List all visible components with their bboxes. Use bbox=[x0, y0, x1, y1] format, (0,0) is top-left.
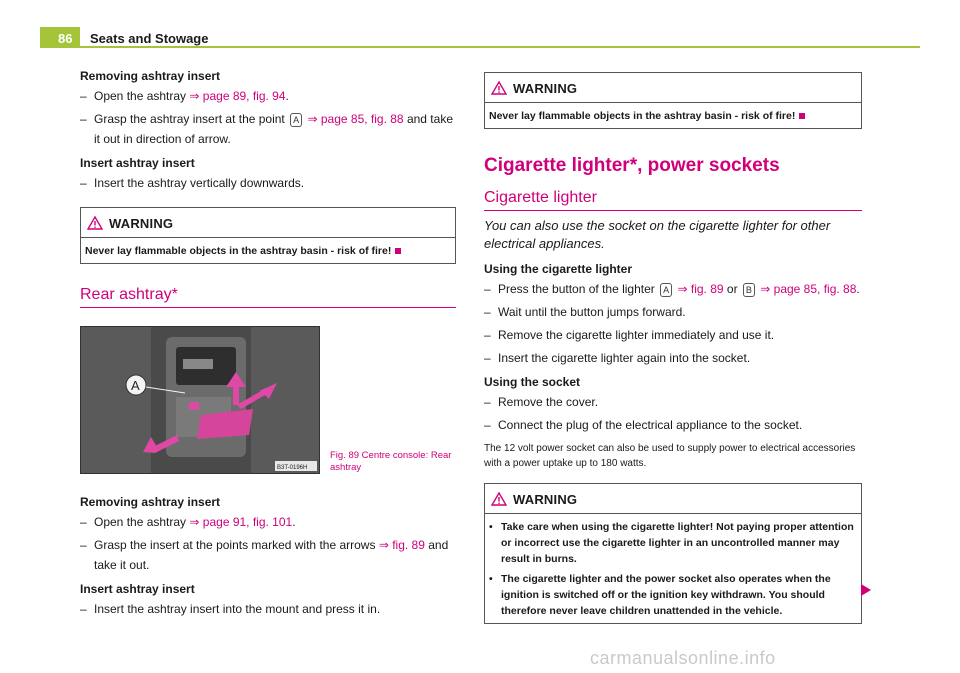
step: – Insert the cigarette lighter again into the socket. bbox=[484, 351, 751, 365]
point-marker: B bbox=[743, 283, 755, 297]
warning-title: WARNING bbox=[109, 216, 174, 231]
warning-icon bbox=[87, 216, 103, 230]
rear-ashtray-photo bbox=[80, 326, 320, 474]
warning-box bbox=[484, 483, 862, 624]
section-heading-rear-ashtray: Rear ashtray* bbox=[80, 286, 456, 308]
left-column bbox=[80, 66, 456, 622]
page-number: 86 bbox=[40, 27, 80, 48]
point-marker: A bbox=[290, 113, 302, 127]
remove-heading: Removing ashtray insert bbox=[80, 69, 221, 83]
step: – Press the button of the lighter A ⇒ fig. 89 or B ⇒ page 85, fig. 88. bbox=[484, 282, 860, 296]
step: – Remove the cigarette lighter immediately and use it. bbox=[484, 328, 775, 342]
warning-text: Never lay flammable objects in the ashtray basin - risk of fire! bbox=[85, 245, 392, 257]
page-link[interactable]: ⇒ fig. 89 bbox=[378, 538, 425, 552]
warning-icon bbox=[491, 492, 507, 506]
step: – Insert the ashtray vertically downwards. bbox=[80, 176, 305, 190]
step: – Grasp the ashtray insert at the point A ⇒ page 85, fig. 88 and take it out in direction of arrow. bbox=[80, 112, 453, 146]
note-text: The 12 volt power socket can also be used to supply power to electrical accessories with a power uptake up to 180 watts. bbox=[484, 443, 856, 469]
watermark: carmanualsonline.info bbox=[590, 648, 776, 668]
page-link[interactable]: ⇒ page 89, fig. 94 bbox=[189, 89, 286, 103]
warning-title: WARNING bbox=[513, 492, 578, 507]
end-marker bbox=[799, 113, 805, 119]
warning-box bbox=[80, 207, 456, 264]
right-column bbox=[484, 72, 862, 624]
figure-label: A bbox=[131, 378, 140, 393]
warning-bullet: • The cigarette lighter and the power socket also operates when the ignition is switched off or the ignition key withdrawn. You should therefore never leave children unattended in the vehicle. bbox=[489, 573, 831, 617]
figure bbox=[80, 326, 456, 474]
step: – Connect the plug of the electrical appliance to the socket. bbox=[484, 418, 803, 432]
insert-heading: Insert ashtray insert bbox=[80, 156, 195, 170]
section-heading-cigarette-lighter: Cigarette lighter bbox=[484, 189, 862, 211]
point-marker: A bbox=[660, 283, 672, 297]
step: – Open the ashtray ⇒ page 89, fig. 94. bbox=[80, 89, 289, 103]
warning-bullet: • Take care when using the cigarette lighter! Not paying proper attention or incorrect use the cigarette lighter in an uncontrolled manner may result in burns. bbox=[489, 521, 854, 565]
page-link[interactable]: ⇒ page 85, fig. 88 bbox=[760, 282, 857, 296]
figure-code: B3T-0196H bbox=[277, 465, 308, 471]
warning-text: Never lay flammable objects in the ashtray basin - risk of fire! bbox=[489, 110, 796, 122]
page-link[interactable]: ⇒ fig. 89 bbox=[677, 282, 724, 296]
step: – Open the ashtray ⇒ page 91, fig. 101. bbox=[80, 515, 296, 529]
figure-caption: Fig. 89 Centre console: Rear ashtray bbox=[330, 450, 452, 473]
warning-icon bbox=[491, 81, 507, 95]
step: – Wait until the button jumps forward. bbox=[484, 305, 686, 319]
step: – Insert the ashtray insert into the mount and press it in. bbox=[80, 602, 381, 616]
header-rule bbox=[40, 46, 920, 48]
warning-box bbox=[484, 72, 862, 129]
ashtray-illustration bbox=[81, 327, 320, 474]
intro-text: You can also use the socket on the cigarette lighter for other electrical appliances. bbox=[484, 218, 831, 251]
step: – Grasp the insert at the points marked with the arrows ⇒ fig. 89 and take it out. bbox=[80, 538, 449, 572]
chapter-title: Seats and Stowage bbox=[90, 31, 209, 46]
main-heading: Cigarette lighter*, power sockets bbox=[484, 155, 780, 176]
insert-heading: Insert ashtray insert bbox=[80, 582, 195, 596]
page-link[interactable]: ⇒ page 85, fig. 88 bbox=[307, 112, 404, 126]
warning-title: WARNING bbox=[513, 81, 578, 96]
remove-heading: Removing ashtray insert bbox=[80, 495, 221, 509]
end-marker bbox=[395, 248, 401, 254]
using-socket-heading: Using the socket bbox=[484, 375, 581, 389]
page-link[interactable]: ⇒ page 91, fig. 101 bbox=[189, 515, 293, 529]
next-page-arrow-icon[interactable] bbox=[861, 584, 871, 596]
using-lighter-heading: Using the cigarette lighter bbox=[484, 262, 633, 276]
step: – Remove the cover. bbox=[484, 395, 599, 409]
